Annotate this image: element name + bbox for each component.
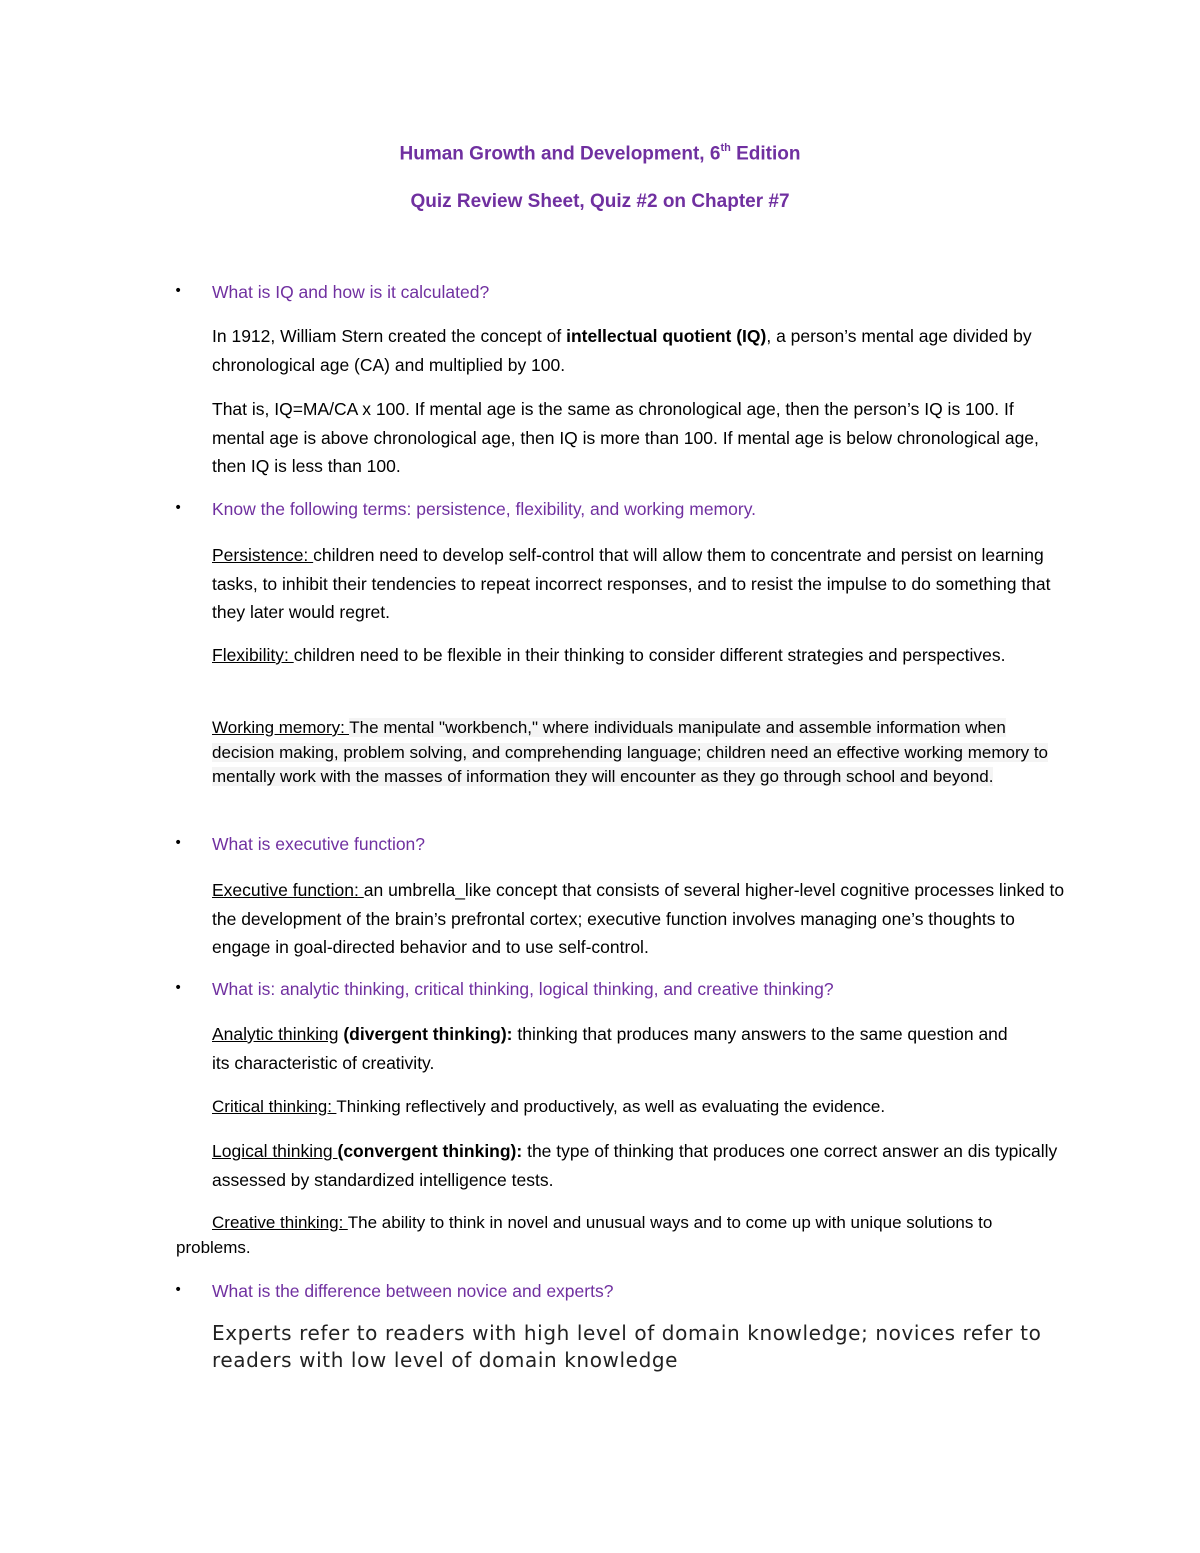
term-critical-thinking: [212, 1095, 1062, 1120]
term-working-memory: [212, 716, 1057, 790]
working-memory-label: Working memory:: [212, 718, 350, 737]
term-flexibility: [212, 641, 1062, 670]
term-persistence: [212, 541, 1062, 627]
analytic-thinking-definition: thinking that produces many answers to the same question and its characteristic of creativity.: [212, 1024, 1008, 1073]
creative-thinking-definition: The ability to think in novel and unusual ways and to come up with unique solutions to problems.: [176, 1213, 993, 1257]
title-text: Human Growth and Development, 6: [399, 143, 721, 165]
iq-term: intellectual quotient (IQ): [566, 326, 767, 346]
question-iq: What is IQ and how is it calculated?: [212, 282, 490, 302]
analytic-thinking-qualifier: (divergent thinking):: [338, 1024, 518, 1044]
flexibility-label: Flexibility:: [212, 645, 294, 665]
critical-thinking-definition: Thinking reflectively and productively, as well as evaluating the evidence.: [336, 1097, 886, 1116]
creative-thinking-label: Creative thinking:: [212, 1213, 348, 1232]
working-memory-definition: The mental "workbench," where individuals manipulate and assemble information when decision making, problem solving, and comprehending language; children need an effective working memory to mentally work with the masses of information they will encounter as they go through school and beyond.: [212, 718, 1049, 786]
bullet-icon: •: [174, 980, 183, 996]
persistence-definition: children need to develop self-control that will allow them to concentrate and persist on learning tasks, to inhibit their tendencies to repeat incorrect responses, and to resist the impulse to do something that they later would regret.: [212, 545, 1051, 622]
logical-thinking-definition: the type of thinking that produces one correct answer an dis typically assessed by standardized intelligence tests.: [212, 1141, 1058, 1190]
question-thinking-types: What is: analytic thinking, critical thinking, logical thinking, and creative thinking?: [212, 979, 834, 999]
term-creative-thinking: [176, 1211, 1026, 1260]
document-subtitle: Quiz Review Sheet, Quiz #2 on Chapter #7: [410, 191, 790, 212]
term-analytic-thinking: [212, 1020, 1012, 1077]
bullet-icon: •: [174, 283, 183, 299]
flexibility-definition: children need to be flexible in their thinking to consider different strategies and perspectives.: [293, 645, 1006, 665]
question-novice-experts: What is the difference between novice and experts?: [212, 1281, 614, 1301]
title-edition: Edition: [730, 143, 801, 165]
answer-novice-experts: Experts refer to readers with high level of domain knowledge; novices refer to readers with low level of domain knowledge: [212, 1321, 1042, 1372]
critical-thinking-label: Critical thinking:: [212, 1097, 337, 1116]
question-executive-function: What is executive function?: [212, 834, 426, 854]
analytic-thinking-label: Analytic thinking: [212, 1024, 339, 1044]
iq-definition-text: In 1912, William Stern created the concept of: [212, 326, 567, 346]
answer-iq-formula: That is, IQ=MA/CA x 100. If mental age is the same as chronological age, then the person’s IQ is 100. If mental age is above chronological age, then IQ is more than 100. If mental age is below chronological age, then IQ is less than 100.: [212, 399, 1039, 476]
term-logical-thinking: [212, 1137, 1062, 1194]
bullet-icon: •: [174, 500, 183, 516]
answer-iq-definition: [212, 322, 1062, 379]
question-terms: Know the following terms: persistence, flexibility, and working memory.: [212, 499, 757, 519]
executive-function-definition: an umbrella_like concept that consists of several higher-level cognitive processes linked to the development of the brain’s prefrontal cortex; executive function involves managing one’s thoughts to engage in goal-directed behavior and to use self-control.: [212, 880, 1065, 957]
executive-function-label: Executive function:: [212, 880, 364, 900]
document-title: [0, 143, 1200, 165]
bullet-icon: •: [174, 1282, 183, 1298]
logical-thinking-qualifier: (convergent thinking):: [337, 1141, 528, 1161]
persistence-label: Persistence:: [212, 545, 314, 565]
iq-definition-text-end: , a person’s mental age divided by chronological age (CA) and multiplied by 100.: [212, 326, 1032, 375]
logical-thinking-label: Logical thinking: [212, 1141, 338, 1161]
title-superscript: th: [720, 142, 731, 154]
term-executive-function: [212, 876, 1067, 962]
bullet-icon: •: [174, 835, 183, 851]
